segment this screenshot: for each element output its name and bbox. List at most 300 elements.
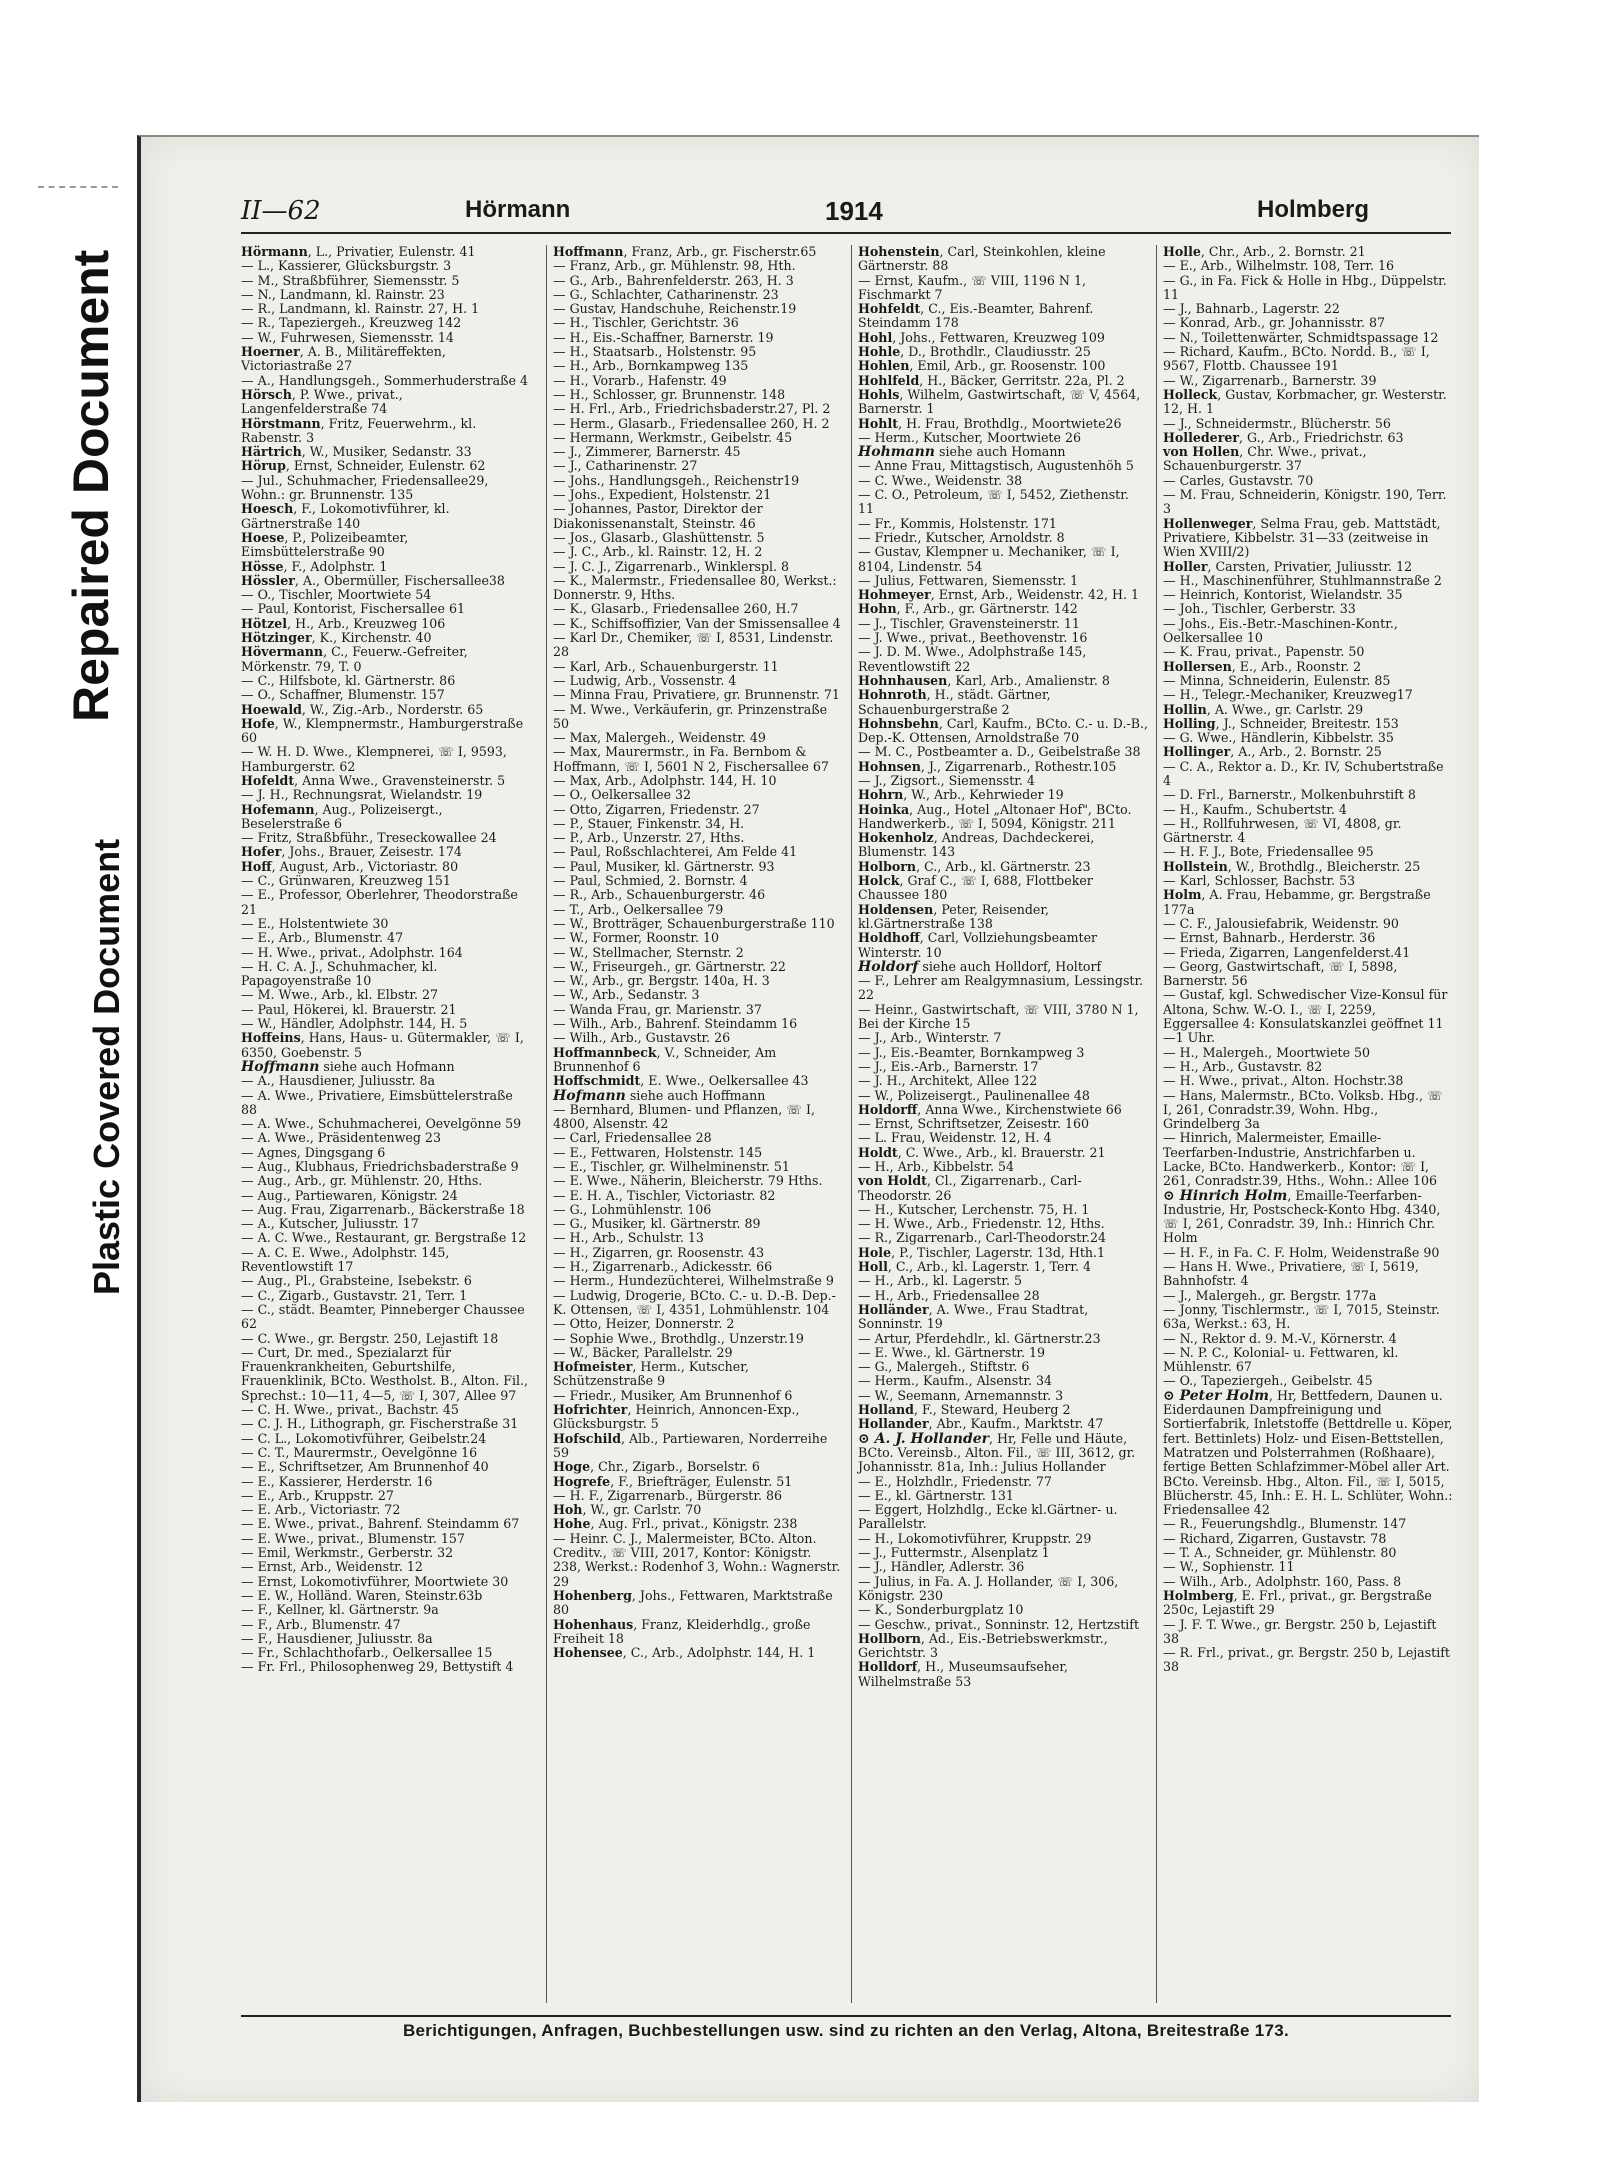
directory-entry: — Fr., Kommis, Holstenstr. 171 (858, 515, 1057, 531)
directory-entry: — R. Frl., privat., gr. Bergstr. 250 b, Lejastift 38 (1163, 1645, 1450, 1675)
directory-entry: von Hollen, Chr. Wwe., privat., Schauenburgerstr. 37 (1163, 444, 1367, 474)
directory-entry: — O., Tapeziergeh., Geibelstr. 45 (1163, 1373, 1373, 1389)
directory-entry: — Karl, Arb., Schauenburgerstr. 11 (553, 658, 779, 674)
directory-entry: Holborn, C., Arb., kl. Gärtnerstr. 23 (858, 858, 1091, 874)
directory-entry: — Ernst, Arb., Weidenstr. 12 (241, 1559, 423, 1575)
directory-entry: — Gustav, Klempner u. Mechaniker, ☏ I, 8104, Lindenstr. 54 (858, 544, 1120, 574)
directory-entry: — W., Polizeisergt., Paulinenallee 48 (858, 1087, 1090, 1103)
directory-entry: — H., Arb., Friedensallee 28 (858, 1287, 1040, 1303)
directory-entry: — W., Former, Roonstr. 10 (553, 930, 719, 946)
directory-entry: Hollander, Abr., Kaufm., Marktstr. 47 (858, 1416, 1104, 1432)
directory-entry: — Ernst, Schriftsetzer, Zeisestr. 160 (858, 1116, 1090, 1132)
directory-entry: — Carles, Gustavstr. 70 (1163, 472, 1314, 488)
directory-entry: — C. F., Jalousiefabrik, Weidenstr. 90 (1163, 915, 1399, 931)
directory-entry: — W., Fuhrwesen, Siemensstr. 14 (241, 329, 454, 345)
directory-entry: — Hermann, Werkmstr., Geibelstr. 45 (553, 429, 793, 445)
directory-entry: — R., Feuerungshdlg., Blumenstr. 147 (1163, 1516, 1407, 1532)
directory-entry: Hohlt, H. Frau, Brothdlg., Moortwiete26 (858, 415, 1122, 431)
directory-entry: Hohnsen, J., Zigarrenarb., Rothestr.105 (858, 758, 1117, 774)
directory-entry: — W., Friseurgeh., gr. Gärtnerstr. 22 (553, 958, 786, 974)
directory-entry: — Heinrich, Kontorist, Wielandstr. 35 (1163, 587, 1403, 603)
directory-entry: — W., Sophienstr. 11 (1163, 1559, 1295, 1575)
directory-column-2 (546, 245, 849, 2003)
directory-entry: — H. F., Zigarrenarb., Bürgerstr. 86 (553, 1487, 783, 1503)
directory-entry: Holldorf, H., Museumsaufseher, Wilhelmstraße 53 (858, 1659, 1068, 1689)
directory-entry: Härtrich, W., Musiker, Sedanstr. 33 (241, 444, 472, 460)
directory-entry: Hoffmann siehe auch Hofmann (241, 1058, 455, 1075)
directory-entry: — W., Arb., Sedanstr. 3 (553, 987, 700, 1003)
directory-entry: — Max, Maurermstr., in Fa. Bernbom & Hoffmann, ☏ I, 5601 N 2, Fischersallee 67 (553, 744, 829, 774)
directory-entry: — E. W., Holländ. Waren, Steinstr.63b (241, 1587, 483, 1603)
directory-entry: — J. D. M. Wwe., Adolphstraße 145, Reventlowstift 22 (858, 644, 1087, 674)
directory-entry: — J., Zimmerer, Barnerstr. 45 (553, 444, 741, 460)
directory-entry: — W., Arb., gr. Bergstr. 140a, H. 3 (553, 973, 770, 989)
directory-entry: — J., Eis.-Beamter, Bornkampweg 3 (858, 1044, 1085, 1060)
directory-entry: Hörup, Ernst, Schneider, Eulenstr. 62 (241, 458, 486, 474)
directory-entry: — E., Kassierer, Herderstr. 16 (241, 1473, 433, 1489)
directory-entry: — Wanda Frau, gr. Marienstr. 37 (553, 1001, 762, 1017)
directory-entry: Hohenstein, Carl, Steinkohlen, kleine Gärtnerstr. 88 (858, 245, 1106, 274)
directory-entry: — O., Oelkersallee 32 (553, 787, 692, 803)
directory-entry: Hofmann siehe auch Hoffmann (553, 1087, 766, 1104)
directory-entry: — R., Tapeziergeh., Kreuzweg 142 (241, 315, 462, 331)
directory-page (137, 135, 1479, 2102)
directory-entry: Hohensee, C., Arb., Adolphstr. 144, H. 1 (553, 1645, 816, 1661)
directory-entry: Holling, J., Schneider, Breitestr. 153 (1163, 715, 1399, 731)
directory-entry: — Herm., Kaufm., Alsenstr. 34 (858, 1373, 1052, 1389)
directory-entry: — C. Wwe., gr. Bergstr. 250, Lejastift 18 (241, 1330, 499, 1346)
directory-entry: — Geschw., privat., Sonninstr. 12, Hertzstift (858, 1616, 1140, 1632)
directory-entry: Hohlen, Emil, Arb., gr. Roosenstr. 100 (858, 358, 1106, 374)
directory-entry: Hogrefe, F., Briefträger, Eulenstr. 51 (553, 1473, 793, 1489)
directory-entry: — Franz, Arb., gr. Mühlenstr. 98, Hth. (553, 258, 796, 274)
directory-entry: — E. H. A., Tischler, Victoriastr. 82 (553, 1187, 776, 1203)
directory-entry: Hohlfeld, H., Bäcker, Gerritstr. 22a, Pl. 2 (858, 372, 1125, 388)
directory-entry: — A. Wwe., Präsidentenweg 23 (241, 1130, 441, 1146)
directory-entry: — H., Lokomotivführer, Kruppstr. 29 (858, 1530, 1092, 1546)
directory-entry: Hohfeldt, C., Eis.-Beamter, Bahrenf. Steindamm 178 (858, 301, 1094, 331)
directory-entry: — J., Schneidermstr., Blücherstr. 56 (1163, 415, 1391, 431)
directory-entry: Hohls, Wilhelm, Gastwirtschaft, ☏ V, 4564, Barnerstr. 1 (858, 386, 1141, 417)
directory-entry: Hollenweger, Selma Frau, geb. Mattstädt, Privatiere, Kibbelstr. 31—33 (zeitweise in Wien XVIII/2) (1163, 515, 1441, 560)
directory-entry: — Georg, Gastwirtschaft, ☏ I, 5898, Barnerstr. 56 (1163, 958, 1398, 989)
directory-entry: — H., Arb., Gustavstr. 82 (1163, 1058, 1323, 1074)
directory-entry: Hötzinger, K., Kirchenstr. 40 (241, 630, 432, 646)
directory-entry: — Julius, in Fa. A. J. Hollander, ☏ I, 306, Königstr. 230 (858, 1573, 1119, 1603)
directory-entry: — E. Arb., Victoriastr. 72 (241, 1502, 401, 1518)
directory-entry: — Fr. Frl., Philosophenweg 29, Bettystift 4 (241, 1659, 514, 1675)
directory-entry: Holck, Graf C., ☏ I, 688, Flottbeker Chaussee 180 (858, 873, 1093, 903)
directory-entry: Hoesch, F., Lokomotivführer, kl. Gärtnerstraße 140 (241, 501, 450, 531)
directory-entry: — H., Maschinenführer, Stuhlmannstraße 2 (1163, 572, 1442, 588)
directory-entry: — Curt, Dr. med., Spezialarzt für Frauenkrankheiten, Geburtshilfe, Frauenklinik, BCto. Westholst. B., Alton. Fil., Sprechst.: 10—11, 4—5, ☏ I, 307, Allee 97 (241, 1344, 529, 1403)
directory-entry: — H. Frl., Arb., Friedrichsbaderstr.27, Pl. 2 (553, 401, 831, 417)
directory-entry: — R., Zigarrenarb., Carl-Theodorstr.24 (858, 1230, 1107, 1246)
directory-entry: — M., Straßbführer, Siemensstr. 5 (241, 272, 460, 288)
directory-entry: — H. F. J., Bote, Friedensallee 95 (1163, 844, 1374, 860)
directory-entry: ⊙ Hinrich Holm, Emaille-Teerfarben-Industrie, Hr, Postscheck-Konto Hbg. 4340, ☏ I, 261, Conradstr. 39, Inh.: Hinrich Chr. Holm (1163, 1187, 1441, 1246)
directory-entry: Hövermann, C., Feuerw.-Gefreiter, Mörkenstr. 79, T. 0 (241, 644, 468, 674)
directory-entry: — Sophie Wwe., Brothdlg., Unzerstr.19 (553, 1330, 804, 1346)
directory-entry: Hohnsbehn, Carl, Kaufm., BCto. C.- u. D.-B., Dep.-K. Ottensen, Arnoldstraße 70 (858, 715, 1148, 746)
directory-entry: — Wilh., Arb., Bahrenf. Steindamm 16 (553, 1016, 798, 1032)
directory-entry: — H., Zigarrenarb., Adickesstr. 66 (553, 1259, 773, 1275)
directory-entry: — N., Rektor d. 9. M.-V., Körnerstr. 4 (1163, 1330, 1397, 1346)
directory-entry: — J., Tischler, Gravensteinerstr. 11 (858, 615, 1080, 631)
repaired-document-label: Repaired Document (63, 249, 119, 722)
directory-entry: Hoewald, W., Zig.-Arb., Norderstr. 65 (241, 701, 484, 717)
directory-entry: — N., Landmann, kl. Rainstr. 23 (241, 286, 445, 302)
directory-entry: — C. Wwe., Weidenstr. 38 (858, 472, 1023, 488)
directory-entry: — Heinr., Gastwirtschaft, ☏ VIII, 3780 N 1, Bei der Kirche 15 (858, 1001, 1139, 1032)
directory-entry: — H., Zigarren, gr. Roosenstr. 43 (553, 1244, 765, 1260)
directory-entry: — M. C., Postbeamter a. D., Geibelstraße 38 (858, 744, 1141, 760)
directory-entry: — J. C. J., Zigarrenarb., Winklerspl. 8 (553, 558, 790, 574)
directory-entry: — Fritz, Straßbführ., Treseckowallee 24 (241, 830, 497, 846)
directory-entry: — L., Kassierer, Glücksburgstr. 3 (241, 258, 452, 274)
directory-entry: — Karl, Schlosser, Bachstr. 53 (1163, 873, 1356, 889)
directory-entry: Hole, P., Tischler, Lagerstr. 13d, Hth.1 (858, 1244, 1106, 1260)
directory-entry: — Hans, Malermstr., BCto. Volksb. Hbg., ☏ I, 261, Conradstr.39, Wohn. Hbg., Grindelberg 3a (1163, 1087, 1443, 1132)
directory-entry: — Artur, Pferdehdlr., kl. Gärtnerstr.23 (858, 1330, 1101, 1346)
directory-entry: — E., Arb., Wilhelmstr. 108, Terr. 16 (1163, 258, 1395, 274)
directory-entry: Hohnhausen, Karl, Arb., Amalienstr. 8 (858, 672, 1110, 688)
directory-entry: — W., Seemann, Arnemannstr. 3 (858, 1387, 1064, 1403)
directory-entry: — Ernst, Bahnarb., Herderstr. 36 (1163, 930, 1376, 946)
directory-entry: — Emil, Werkmstr., Gerberstr. 32 (241, 1545, 454, 1561)
directory-entry: Hokenholz, Andreas, Dachdeckerei, Blumenstr. 143 (858, 830, 1095, 860)
directory-entry: — T., Arb., Oelkersallee 79 (553, 901, 724, 917)
directory-entry: Holdorff, Anna Wwe., Kirchenstwiete 66 (858, 1101, 1122, 1117)
directory-entry: Hoerner, A. B., Militäreffekten, Victoriastraße 27 (241, 344, 446, 374)
directory-entry: Holland, F., Steward, Heuberg 2 (858, 1402, 1071, 1418)
directory-entry: — Otto, Zigarren, Friedenstr. 27 (553, 801, 760, 817)
directory-entry: — H., Arb., Bornkampweg 135 (553, 358, 749, 374)
directory-entry: — H. C. A. J., Schuhmacher, kl. Papagoyenstraße 10 (241, 958, 438, 989)
directory-entry: — Jonny, Tischlermstr., ☏ I, 7015, Steinstr. 63a, Werkst.: 63, H. (1163, 1301, 1440, 1332)
directory-entry: — Gustaf, kgl. Schwedischer Vize-Konsul für Altona, Schw. W.-O. I., ☏ I, 2259, Eggersallee 4: Konsulatskanzlei geöffnet 11—1 Uhr. (1163, 987, 1448, 1046)
directory-entry: — Agnes, Dingsgang 6 (241, 1144, 386, 1160)
directory-entry: — R., Landmann, kl. Rainstr. 27, H. 1 (241, 301, 480, 317)
directory-entry: — J., Catharinenstr. 27 (553, 458, 698, 474)
directory-entry: ⊙ A. J. Hollander, Hr, Felle und Häute, BCto. Vereinsb., Alton. Fil., ☏ III, 3612, gr. Johannisstr. 81a, Inh.: Julius Hollander (858, 1430, 1136, 1475)
directory-entry: — J. F. T. Wwe., gr. Bergstr. 250 b, Lejastift 38 (1163, 1616, 1437, 1646)
directory-entry: — C. T., Maurermstr., Oevelgönne 16 (241, 1444, 478, 1460)
header-year: 1914 (825, 196, 883, 226)
directory-entry: — Karl Dr., Chemiker, ☏ I, 8531, Lindenstr. 28 (553, 630, 834, 660)
header-first-name: Hörmann (465, 196, 571, 223)
directory-entry: — J., Zigsort., Siemensstr. 4 (858, 772, 1035, 788)
directory-entry: — H., Kaufm., Schubertstr. 4 (1163, 801, 1347, 817)
directory-entry: — Hinrich, Malermeister, Emaille-Teerfarben-Industrie, Anstrichfarben u. Lacke, BCto. Handwerkerb., Kontor: ☏ I, 261, Conradstr.39, Hths., Wohn.: Allee 106 (1163, 1130, 1438, 1189)
directory-entry: — Heinr. C. J., Malermeister, BCto. Alton. Creditv., ☏ VIII, 2017, Kontor: Königstr. 238, Werkst.: Rodenhof 3, Wohn.: Wagnerstr. 29 (553, 1530, 841, 1589)
directory-entry: — Aug., Partiewaren, Königstr. 24 (241, 1187, 458, 1203)
directory-entry: — Carl, Friedensallee 28 (553, 1130, 712, 1146)
directory-entry: — L. Frau, Weidenstr. 12, H. 4 (858, 1130, 1052, 1146)
directory-entry: Holdhoff, Carl, Vollziehungsbeamter Winterstr. 10 (858, 930, 1098, 960)
directory-entry: — W., Brotträger, Schauenburgerstraße 110 (553, 915, 835, 931)
directory-entry: — N. P. C., Kolonial- u. Fettwaren, kl. Mühlenstr. 67 (1163, 1344, 1399, 1375)
directory-entry: Hollersen, E., Arb., Roonstr. 2 (1163, 658, 1362, 674)
directory-entry: — J., Bahnarb., Lagerstr. 22 (1163, 301, 1340, 317)
directory-entry: — J., Futtermstr., Alsenplatz 1 (858, 1545, 1050, 1561)
directory-entry: — H., Malergeh., Moortwiete 50 (1163, 1044, 1371, 1060)
directory-entry: — Aug., Klubhaus, Friedrichsbaderstraße 9 (241, 1159, 519, 1174)
directory-entry: von Holdt, Cl., Zigarrenarb., Carl-Theodorstr. 26 (858, 1173, 1082, 1203)
directory-entry: — Paul, Roßschlachterei, Am Felde 41 (553, 844, 798, 860)
directory-entry: — Friedr., Musiker, Am Brunnenhof 6 (553, 1387, 793, 1403)
directory-entry: — Herm., Hundezüchterei, Wilhelmstraße 9 (553, 1273, 834, 1289)
directory-entry: — P., Arb., Unzerstr. 27, Hths. (553, 830, 745, 846)
directory-entry: — C., Grünwaren, Kreuzweg 151 (241, 873, 451, 889)
directory-entry: — Richard, Kaufm., BCto. Nordd. B., ☏ I, 9567, Flottb. Chaussee 191 (1163, 344, 1430, 374)
directory-entry: — Joh., Tischler, Gerberstr. 33 (1163, 601, 1356, 617)
directory-entry: ⊙ Peter Holm, Hr, Bettfedern, Daunen u. Eiderdaunen Dampfreinigung und Sortierfabrik, Inletstoffe (Bettdrelle u. Köper, fert. Bettinlets) Holz- und Eisen-Bettstellen, Matratzen und Polsterrahmen (Roßhaare), fertige Betten Schlafzimmer-Möbel aller Art. BCto. Vereinsb. Hbg., Alton. Fil., ☏ I, 5015, Blücherstr. 45, Inh.: E. H. L. Schlüter, Wohn.: Friedensallee 42 (1163, 1387, 1453, 1518)
directory-entry: — Konrad, Arb., gr. Johannisstr. 87 (1163, 315, 1386, 331)
directory-entry: — G., Schlachter, Catharinenstr. 23 (553, 286, 779, 302)
directory-entry: — K., Malermstr., Friedensallee 80, Werkst.: Donnerstr. 9, Hths. (553, 572, 837, 603)
directory-entry: Holländer, A. Wwe., Frau Stadtrat, Sonninstr. 19 (858, 1301, 1089, 1332)
directory-entry: — C. O., Petroleum, ☏ I, 5452, Ziethenstr. 11 (858, 487, 1129, 517)
directory-entry: — Max, Malergeh., Weidenstr. 49 (553, 730, 766, 746)
directory-entry: Hofemann, Aug., Polizeisergt., Beselerstraße 6 (241, 801, 443, 831)
directory-entry: — K., Schiffsoffizier, Van der Smissensallee 4 (553, 615, 841, 631)
directory-entry: — T. A., Schneider, gr. Mühlenstr. 80 (1163, 1545, 1397, 1561)
directory-entry: — E., Holstentwiete 30 (241, 915, 389, 931)
plastic-covered-document-label: Plastic Covered Document (86, 838, 127, 1295)
directory-entry: — H. Wwe., privat., Adolphstr. 164 (241, 944, 463, 960)
directory-entry: — A., Handlungsgeh., Sommerhuderstraße 4 (241, 372, 529, 388)
directory-entry: — J., Arb., Winterstr. 7 (858, 1030, 1002, 1046)
directory-entry: Hoffschmidt, E. Wwe., Oelkersallee 43 (553, 1073, 809, 1089)
directory-entry: — H. Wwe., privat., Alton. Hochstr.38 (1163, 1073, 1404, 1089)
directory-entry: — W., Zigarrenarb., Barnerstr. 39 (1163, 372, 1377, 388)
directory-entry: — H. Wwe., Arb., Friedenstr. 12, Hths. (858, 1216, 1105, 1232)
directory-entry: — Richard, Zigarren, Gustavstr. 78 (1163, 1530, 1387, 1546)
directory-entry: — Jul., Schuhmacher, Friedensallee29, Wohn.: gr. Brunnenstr. 135 (241, 472, 489, 503)
directory-entry: — F., Lehrer am Realgymnasium, Lessingstr. 22 (858, 973, 1144, 1003)
directory-entry: — Frieda, Zigarren, Langenfelderst.41 (1163, 944, 1411, 960)
directory-entry: — G., Musiker, kl. Gärtnerstr. 89 (553, 1216, 761, 1232)
directory-entry: Hoffeins, Hans, Haus- u. Gütermakler, ☏ I, 6350, Goebenstr. 5 (241, 1030, 524, 1060)
directory-entry: — H., Arb., kl. Lagerstr. 5 (858, 1273, 1023, 1289)
directory-entry: Hollborn, Ad., Eis.-Betriebswerkmstr., Gerichtstr. 3 (858, 1630, 1108, 1661)
directory-entry: — E., Arb., Blumenstr. 47 (241, 930, 404, 946)
directory-entry: Hollederer, G., Arb., Friedrichstr. 63 (1163, 429, 1404, 445)
directory-entry: Hohle, D., Brothdlr., Claudiusstr. 25 (858, 344, 1091, 360)
directory-entry: Hohrn, W., Arb., Kehrwieder 19 (858, 787, 1064, 803)
directory-entry: — Ludwig, Arb., Vossenstr. 4 (553, 672, 737, 688)
directory-entry: — E. Wwe., privat., Bahrenf. Steindamm 67 (241, 1516, 520, 1532)
directory-entry: Hötzel, H., Arb., Kreuzweg 106 (241, 615, 446, 631)
directory-entry: — E., Professor, Oberlehrer, Theodorstraße 21 (241, 887, 518, 917)
directory-entry: — Fr., Schlachthofarb., Oelkersallee 15 (241, 1645, 493, 1661)
directory-entry: — G., in Fa. Fick & Holle in Hbg., Düppelstr. 11 (1163, 272, 1447, 302)
directory-entry: — Aug., Arb., gr. Mühlenstr. 20, Hths. (241, 1173, 483, 1189)
directory-entry: — A. Wwe., Privatiere, Eimsbüttelerstraße 88 (241, 1087, 513, 1117)
directory-column-3 (851, 245, 1154, 2003)
directory-entry: — G., Arb., Bahrenfelderstr. 263, H. 3 (553, 272, 794, 288)
directory-entry: — H., Eis.-Schaffner, Barnerstr. 19 (553, 329, 774, 345)
page-number: II—62 (241, 196, 321, 226)
directory-entry: — K., Glasarb., Friedensallee 260, H.7 (553, 601, 799, 617)
directory-entry: — E. Wwe., privat., Blumenstr. 157 (241, 1530, 465, 1546)
directory-entry: — C., städt. Beamter, Pinneberger Chaussee 62 (241, 1301, 525, 1332)
directory-entry: Hollinger, A., Arb., 2. Bornstr. 25 (1163, 744, 1382, 760)
directory-entry: — G., Lohmühlenstr. 106 (553, 1201, 712, 1217)
directory-entry: — E., Tischler, gr. Wilhelminenstr. 51 (553, 1159, 790, 1174)
directory-entry: Hohe, Aug. Frl., privat., Königstr. 238 (553, 1516, 798, 1532)
directory-entry: Holdt, C. Wwe., Arb., kl. Brauerstr. 21 (858, 1144, 1106, 1160)
directory-entry: Hörmann, L., Privatier, Eulenstr. 41 (241, 245, 476, 259)
directory-entry: Hoffmann, Franz, Arb., gr. Fischerstr.65 (553, 245, 817, 259)
directory-entry: Hoge, Chr., Zigarb., Borselstr. 6 (553, 1459, 760, 1475)
directory-entry: — C. L., Lokomotivführer, Geibelstr.24 (241, 1430, 487, 1446)
directory-entry: Hössler, A., Obermüller, Fischersallee38 (241, 572, 505, 588)
directory-entry: Holmberg, E. Frl., privat., gr. Bergstraße 250c, Lejastift 29 (1163, 1587, 1432, 1618)
directory-entry: — D. Frl., Barnerstr., Molkenbuhrstift 8 (1163, 787, 1416, 803)
directory-entry: Hörsch, P. Wwe., privat., Langenfelderstraße 74 (241, 386, 403, 417)
directory-entry: Holdorf siehe auch Holldorf, Holtorf (858, 958, 1102, 975)
directory-entry: — A., Hausdiener, Juliusstr. 8a (241, 1073, 435, 1089)
directory-entry: — H., Telegr.-Mechaniker, Kreuzweg17 (1163, 687, 1413, 703)
directory-entry: — J. H., Architekt, Allee 122 (858, 1073, 1038, 1089)
directory-entry: Holl, C., Arb., kl. Lagerstr. 1, Terr. 4 (858, 1259, 1092, 1275)
directory-entry: — Paul, Schmied, 2. Bornstr. 4 (553, 873, 748, 889)
directory-entry: — Aug., Pl., Grabsteine, Isebekstr. 6 (241, 1273, 472, 1289)
directory-entry: — Ernst, Kaufm., ☏ VIII, 1196 N 1, Fischmarkt 7 (858, 272, 1086, 302)
directory-entry: Holle, Chr., Arb., 2. Bornstr. 21 (1163, 245, 1366, 259)
directory-entry: Hohenberg, Johs., Fettwaren, Marktstraße 80 (553, 1587, 833, 1618)
directory-entry: Hofmeister, Herm., Kutscher, Schützenstraße 9 (553, 1359, 749, 1389)
directory-entry: — Herm., Glasarb., Friedensallee 260, H. 2 (553, 415, 830, 431)
directory-entry: — Johs., Eis.-Betr.-Maschinen-Kontr., Oelkersallee 10 (1163, 615, 1398, 646)
directory-entry: Hösse, F., Adolphstr. 1 (241, 558, 388, 574)
directory-entry: — Hans H. Wwe., Privatiere, ☏ I, 5619, Bahnhofstr. 4 (1163, 1259, 1419, 1289)
directory-entry: Hoese, P., Polizeibeamter, Eimsbüttelerstraße 90 (241, 529, 409, 560)
directory-entry: — C. A., Rektor a. D., Kr. IV, Schubertstraße 4 (1163, 758, 1444, 788)
directory-entry: — Johs., Handlungsgeh., Reichenstr19 (553, 472, 800, 488)
directory-entry: — J. H., Rechnungsrat, Wielandstr. 19 (241, 787, 483, 803)
directory-entry: — O., Tischler, Moortwiete 54 (241, 587, 432, 603)
directory-entry: Hohn, F., Arb., gr. Gärtnerstr. 142 (858, 601, 1078, 617)
directory-entry: — Ludwig, Drogerie, BCto. C.- u. D.-B. Dep.-K. Ottensen, ☏ I, 4351, Lohmühlenstr. 104 (553, 1287, 836, 1317)
directory-entry: — H., Arb., Schulstr. 13 (553, 1230, 704, 1246)
directory-entry: — C. J. H., Lithograph, gr. Fischerstraße 31 (241, 1416, 519, 1432)
directory-entry: — J., Händler, Adlerstr. 36 (858, 1559, 1025, 1575)
directory-entry: — A. Wwe., Schuhmacherei, Oevelgönne 59 (241, 1116, 522, 1132)
directory-entry: — N., Toilettenwärter, Schmidtspassage 12 (1163, 329, 1439, 345)
directory-entry: — H., Arb., Kibbelstr. 54 (858, 1159, 1015, 1174)
directory-entry: — H., Schlosser, gr. Brunnenstr. 148 (553, 386, 786, 402)
directory-entry: — Gustav, Handschuhe, Reichenstr.19 (553, 301, 797, 317)
directory-entry: — H. F., in Fa. C. F. Holm, Weidenstraße 90 (1163, 1244, 1440, 1260)
directory-entry: — K. Frau, privat., Papenstr. 50 (1163, 644, 1365, 660)
directory-entry: — H., Vorarb., Hafenstr. 49 (553, 372, 727, 388)
directory-entry: Hoff, August, Arb., Victoriastr. 80 (241, 858, 459, 874)
directory-entry: — H., Tischler, Gerichtstr. 36 (553, 315, 739, 331)
directory-entry: — H., Staatsarb., Holstenstr. 95 (553, 344, 757, 360)
directory-entry: — M. Wwe., Verkäuferin, gr. Prinzenstraße 50 (553, 701, 828, 731)
header-last-name: Holmberg (1257, 196, 1370, 223)
directory-entry: — J., Eis.-Arb., Barnerstr. 17 (858, 1058, 1039, 1074)
directory-entry: — R., Arb., Schauenburgerstr. 46 (553, 887, 766, 903)
directory-entry: — E. Wwe., kl. Gärtnerstr. 19 (858, 1344, 1046, 1360)
directory-entry: — Minna Frau, Privatiere, gr. Brunnenstr. 71 (553, 687, 840, 703)
directory-entry: — W. H. D. Wwe., Klempnerei, ☏ I, 9593, Hamburgerstr. 62 (241, 744, 507, 774)
directory-entry: — F., Hausdiener, Juliusstr. 8a (241, 1630, 433, 1646)
directory-entry: — Max, Arb., Adolphstr. 144, H. 10 (553, 772, 777, 788)
directory-entry: Holdensen, Peter, Reisender, kl.Gärtnerstraße 138 (858, 901, 1049, 931)
directory-entry: — Friedr., Kutscher, Arnoldstr. 8 (858, 529, 1065, 545)
directory-entry: Holleck, Gustav, Korbmacher, gr. Westerstr. 12, H. 1 (1163, 386, 1447, 417)
directory-entry: — Johannes, Pastor, Direktor der Diakonissenanstalt, Steinstr. 46 (553, 501, 763, 531)
directory-entry: — Aug. Frau, Zigarrenarb., Bäckerstraße 18 (241, 1201, 525, 1217)
directory-entry: Holm, A. Frau, Hebamme, gr. Bergstraße 177a (1163, 887, 1431, 917)
directory-entry: — Otto, Heizer, Donnerstr. 2 (553, 1316, 735, 1332)
directory-entry: — H., Rollfuhrwesen, ☏ VI, 4808, gr. Gärtnerstr. 4 (1163, 815, 1402, 846)
directory-entry: — Minna, Schneiderin, Eulenstr. 85 (1163, 672, 1391, 688)
directory-entry: — K., Sonderburgplatz 10 (858, 1602, 1024, 1618)
directory-entry: Hohmeyer, Ernst, Arb., Weidenstr. 42, H. 1 (858, 587, 1140, 603)
directory-entry: Hoh, W., gr. Carlstr. 70 (553, 1502, 702, 1518)
directory-entry: Hohmann siehe auch Homann (858, 444, 1066, 461)
directory-entry: Hofrichter, Heinrich, Annoncen-Exp., Glücksburgstr. 5 (553, 1402, 800, 1432)
directory-entry: — H., Kutscher, Lerchenstr. 75, H. 1 (858, 1201, 1090, 1217)
directory-entry: — C., Hilfsbote, kl. Gärtnerstr. 86 (241, 672, 456, 688)
directory-entry: Hohl, Johs., Fettwaren, Kreuzweg 109 (858, 329, 1105, 345)
directory-entry: — G. Wwe., Händlerin, Kibbelstr. 35 (1163, 730, 1394, 746)
directory-entry: — Julius, Fettwaren, Siemensstr. 1 (858, 572, 1079, 588)
directory-column-4 (1156, 245, 1459, 2003)
directory-entry: Holler, Carsten, Privatier, Juliusstr. 12 (1163, 558, 1413, 574)
directory-entry: — O., Schaffner, Blumenstr. 157 (241, 687, 445, 703)
directory-entry: — Eggert, Holzhdlg., Ecke kl.Gärtner- u. Parallelstr. (858, 1502, 1118, 1532)
directory-entry: — F., Kellner, kl. Gärtnerstr. 9a (241, 1602, 439, 1618)
directory-entry: — J. Wwe., privat., Beethovenstr. 16 (858, 630, 1088, 646)
directory-entry: — E., Holzhdlr., Friedenstr. 77 (858, 1473, 1052, 1489)
directory-column-1 (241, 245, 537, 2003)
directory-entry: — Ernst, Lokomotivführer, Moortwiete 30 (241, 1573, 509, 1589)
directory-entry: — E. Wwe., Näherin, Bleicherstr. 79 Hths. (553, 1173, 823, 1189)
directory-entry: — C., Zigarb., Gustavstr. 21, Terr. 1 (241, 1287, 468, 1303)
directory-entry: — A. C. Wwe., Restaurant, gr. Bergstraße 12 (241, 1230, 527, 1246)
directory-entry: — W., Stellmacher, Sternstr. 2 (553, 944, 744, 960)
directory-entry: — Jos., Glasarb., Glashüttenstr. 5 (553, 529, 765, 545)
directory-entry: Hoffmannbeck, V., Schneider, Am Brunnenhof 6 (553, 1044, 777, 1074)
directory-entry: Hollin, A. Wwe., gr. Carlstr. 29 (1163, 701, 1364, 717)
directory-entry: Hofer, Johs., Brauer, Zeisestr. 174 (241, 844, 462, 860)
directory-entry: Hohnroth, H., städt. Gärtner, Schauenburgerstraße 2 (858, 687, 1051, 717)
directory-entry: Hofe, W., Klempnermstr., Hamburgerstraße 60 (241, 715, 524, 746)
directory-entry: — E., kl. Gärtnerstr. 131 (858, 1487, 1014, 1503)
directory-entry: Hörstmann, Fritz, Feuerwehrm., kl. Rabenstr. 3 (241, 415, 477, 445)
directory-entry: — Anne Frau, Mittagstisch, Augustenhöh 5 (858, 458, 1134, 474)
page-header (241, 192, 1451, 234)
directory-entry: — Wilh., Arb., Gustavstr. 26 (553, 1030, 731, 1046)
directory-entry: Hofschild, Alb., Partiewaren, Norderreihe 59 (553, 1430, 828, 1460)
directory-entry: — Paul, Kontorist, Fischersallee 61 (241, 601, 465, 617)
directory-entry: Hollstein, W., Brothdlg., Bleicherstr. 25 (1163, 858, 1421, 874)
directory-entry: Hofeldt, Anna Wwe., Gravensteinerstr. 5 (241, 772, 506, 788)
directory-entry: — Wilh., Arb., Adolphstr. 160, Pass. 8 (1163, 1573, 1402, 1589)
directory-entry: — Paul, Hökerei, kl. Brauerstr. 21 (241, 1001, 457, 1017)
directory-entry: — J., Malergeh., gr. Bergstr. 177a (1163, 1287, 1377, 1303)
directory-entry: — E., Fettwaren, Holstenstr. 145 (553, 1144, 763, 1160)
directory-entry: — F., Arb., Blumenstr. 47 (241, 1616, 401, 1632)
directory-entry: — M. Frau, Schneiderin, Königstr. 190, Terr. 3 (1163, 487, 1447, 517)
directory-entry: — C. H. Wwe., privat., Bachstr. 45 (241, 1402, 459, 1418)
